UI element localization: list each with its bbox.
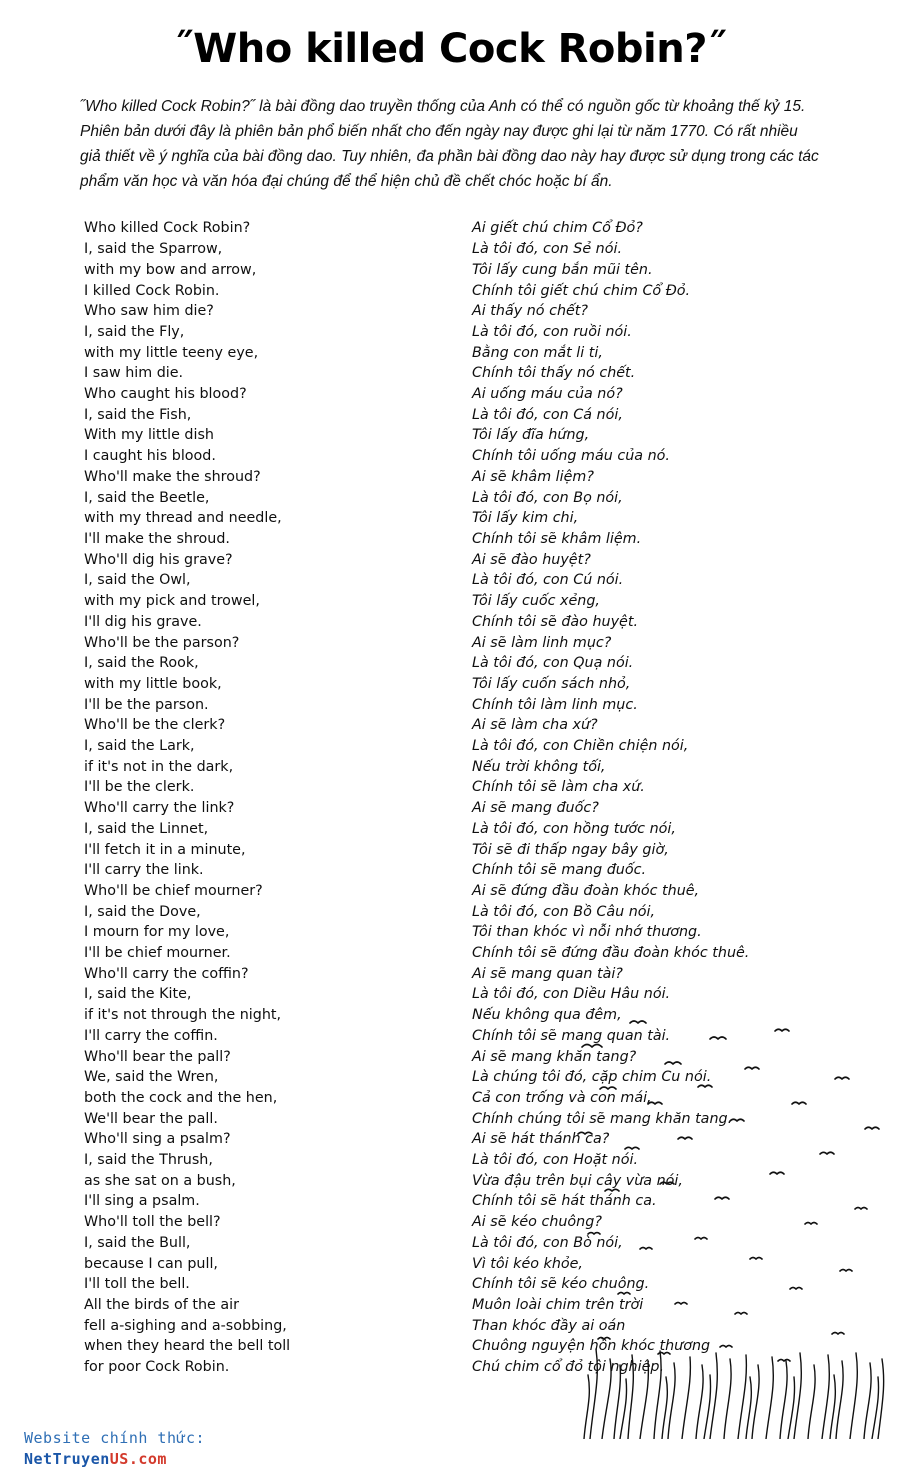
poem-line-english: I'll sing a psalm. bbox=[84, 1193, 200, 1210]
poem-line-english: All the birds of the air bbox=[84, 1297, 239, 1313]
poem-line-vietnamese: Ai uống máu của nó? bbox=[472, 386, 623, 403]
poem-line-english: Who saw him die? bbox=[84, 303, 214, 320]
poem-line-vietnamese: Ai sẽ kéo chuông? bbox=[472, 1214, 602, 1231]
poem-line-vietnamese: Chính tôi sẽ mang đuốc. bbox=[472, 862, 646, 879]
footer bbox=[24, 1428, 205, 1472]
poem-line-english: I killed Cock Robin. bbox=[84, 282, 220, 299]
poem-line-vietnamese: Bằng con mắt li ti, bbox=[472, 344, 603, 361]
poem-line-vietnamese: Ai sẽ đứng đầu đoàn khóc thuê, bbox=[472, 882, 700, 899]
brand-us: US.com bbox=[109, 1450, 167, 1469]
poem-line-english: Who'll toll the bell? bbox=[84, 1214, 221, 1231]
poem-line-english: Who killed Cock Robin? bbox=[84, 220, 251, 237]
poem-line-vietnamese: Tôi lấy cuốn sách nhỏ, bbox=[472, 675, 631, 692]
poem-line-english: I caught his blood. bbox=[84, 448, 216, 465]
poem-line-vietnamese: Ai giết chú chim Cổ Đỏ? bbox=[472, 220, 643, 237]
poem-line-vietnamese: Tôi lấy cung bắn mũi tên. bbox=[472, 261, 653, 278]
poem-line-english: Who'll be the parson? bbox=[84, 634, 240, 651]
brand-net: Net bbox=[24, 1450, 53, 1469]
poem-line-english: I, said the Lark, bbox=[84, 738, 195, 755]
poem-line-english: Who'll be the clerk? bbox=[84, 717, 226, 734]
poem-line-vietnamese: Chính chúng tôi sẽ mang khăn tang. bbox=[472, 1110, 733, 1127]
poem-line-english: if it's not in the dark, bbox=[84, 758, 234, 775]
poem-line-english: for poor Cock Robin. bbox=[84, 1359, 230, 1376]
poem-line-vietnamese: Chính tôi sẽ mang quan tài. bbox=[472, 1027, 671, 1044]
poem-line-vietnamese: Là tôi đó, con Quạ nói. bbox=[472, 655, 634, 672]
poem-line-english: I'll carry the coffin. bbox=[84, 1027, 218, 1044]
poem-line-english: I mourn for my love, bbox=[84, 924, 230, 941]
poem-line-english: I, said the Owl, bbox=[84, 572, 191, 589]
poem-line-english: as she sat on a bush, bbox=[84, 1172, 236, 1189]
poem-line-english: Who'll carry the coffin? bbox=[84, 965, 249, 982]
poem-line-vietnamese: Chính tôi sẽ kéo chuông. bbox=[472, 1276, 650, 1293]
brand-truyen: Truyen bbox=[52, 1450, 110, 1469]
poem-line-english: Who caught his blood? bbox=[84, 386, 247, 403]
poem-line-vietnamese: Ai sẽ hát thánh ca? bbox=[472, 1131, 610, 1148]
poem-line-vietnamese: Ai sẽ đào huyệt? bbox=[472, 551, 591, 568]
poem-line-english: when they heard the bell toll bbox=[84, 1338, 291, 1355]
poem-line-english: With my little dish bbox=[84, 427, 214, 444]
poem-line-vietnamese: Chính tôi sẽ đào huyệt. bbox=[472, 613, 638, 630]
poem-line-vietnamese: Ai thấy nó chết? bbox=[472, 303, 588, 320]
poem-line-vietnamese: Chú chim cổ đỏ tội nghiệp. bbox=[472, 1359, 664, 1376]
poem-line-english: Who'll dig his grave? bbox=[84, 551, 233, 568]
poem-line-vietnamese: Chuông nguyện hồn khóc thương bbox=[472, 1338, 711, 1355]
poem-columns bbox=[0, 218, 900, 1377]
poem-line-english: I'll carry the link. bbox=[84, 862, 204, 879]
poem-line-english: Who'll make the shroud? bbox=[84, 468, 261, 485]
page-title: ˝Who killed Cock Robin?˝ bbox=[173, 26, 727, 72]
poem-line-vietnamese: Vừa đậu trên bụi cây vừa nói, bbox=[472, 1172, 683, 1189]
poem-line-vietnamese: Là tôi đó, con Chiền chiện nói, bbox=[472, 738, 689, 755]
poem-line-english: if it's not through the night, bbox=[84, 1007, 282, 1024]
poem-line-english: Who'll be chief mourner? bbox=[84, 882, 263, 899]
poem-line-vietnamese: Chính tôi sẽ đứng đầu đoàn khóc thuê. bbox=[472, 945, 750, 962]
poem-line-english: I saw him die. bbox=[84, 365, 184, 382]
poem-line-vietnamese: Là tôi đó, con ruồi nói. bbox=[472, 323, 632, 340]
vietnamese-column bbox=[462, 218, 840, 1377]
poem-line-vietnamese: Chính tôi sẽ hát thánh ca. bbox=[472, 1193, 657, 1210]
poem-line-vietnamese: Tôi lấy cuốc xẻng, bbox=[472, 593, 600, 610]
poem-line-english: I, said the Fly, bbox=[84, 323, 185, 340]
poem-line-english: I, said the Dove, bbox=[84, 903, 201, 920]
poem-line-vietnamese: Chính tôi thấy nó chết. bbox=[472, 365, 636, 382]
poem-line-english: I'll fetch it in a minute, bbox=[84, 841, 246, 858]
poem-line-vietnamese: Cả con trống và con mái, bbox=[472, 1089, 652, 1106]
poem-line-vietnamese: Chính tôi sẽ khâm liệm. bbox=[472, 530, 642, 547]
poem-line-vietnamese: Tôi than khóc vì nỗi nhớ thương. bbox=[472, 924, 702, 941]
poem-line-english: I, said the Beetle, bbox=[84, 489, 210, 506]
poem-line-english: I'll be the parson. bbox=[84, 696, 209, 713]
poem-line-vietnamese: Là tôi đó, con Hoặt nói. bbox=[472, 1152, 638, 1169]
poem-line-english: with my little teeny eye, bbox=[84, 344, 259, 361]
footer-brand[interactable] bbox=[24, 1449, 205, 1471]
poem-line-vietnamese: Chính tôi giết chú chim Cổ Đỏ. bbox=[472, 282, 691, 299]
poem-line-english: I'll dig his grave. bbox=[84, 613, 202, 630]
intro-paragraph: ˝Who killed Cock Robin?˝ là bài đồng dao truyền thống của Anh có thể có nguồn gốc từ khoảng thế kỷ 15. Phiên bản dưới đây là phiên bản phổ biến nhất cho đến ngày nay được ghi lại từ năm 1770. Có rất nhiều giả thiết về ý nghĩa của bài đồng dao. Tuy nhiên, đa phần bài đồng dao này hay được sử dụng trong các tác phẩm văn học và văn hóa đại chúng để thể hiện chủ đề chết chóc hoặc bí ẩn. bbox=[80, 98, 819, 191]
poem-line-vietnamese: Chính tôi uống máu của nó. bbox=[472, 448, 670, 465]
poem-line-english: because I can pull, bbox=[84, 1255, 218, 1272]
poem-line-vietnamese: Vì tôi kéo khỏe, bbox=[472, 1255, 583, 1272]
poem-line-vietnamese: Là tôi đó, con hồng tước nói, bbox=[472, 820, 676, 837]
poem-line-english: fell a-sighing and a-sobbing, bbox=[84, 1317, 287, 1334]
poem-line-vietnamese: Ai sẽ làm linh mục? bbox=[472, 634, 612, 651]
poem-line-vietnamese: Ai sẽ mang đuốc? bbox=[472, 800, 599, 817]
poem-line-vietnamese: Than khóc đầy ai oán bbox=[472, 1317, 626, 1334]
poem-line-vietnamese: Là tôi đó, con Cá nói, bbox=[472, 406, 623, 423]
english-column bbox=[84, 218, 462, 1377]
poem-line-english: I, said the Fish, bbox=[84, 406, 192, 423]
poem-line-english: Who'll sing a psalm? bbox=[84, 1131, 231, 1148]
poem-line-vietnamese: Chính tôi sẽ làm cha xứ. bbox=[472, 779, 645, 796]
poem-line-english: with my thread and needle, bbox=[84, 510, 282, 527]
poem-line-english: I, said the Thrush, bbox=[84, 1152, 213, 1169]
poem-line-english: with my bow and arrow, bbox=[84, 261, 257, 278]
poem-line-vietnamese: Là tôi đó, con Bọ nói, bbox=[472, 489, 623, 506]
poem-line-english: I'll be the clerk. bbox=[84, 779, 195, 796]
poem-line-english: I, said the Bull, bbox=[84, 1234, 191, 1251]
poem-line-vietnamese: Ai sẽ mang khăn tang? bbox=[472, 1048, 637, 1065]
poem-line-english: with my pick and trowel, bbox=[84, 593, 260, 610]
poem-line-vietnamese: Nếu không qua đêm, bbox=[472, 1007, 622, 1024]
poem-line-vietnamese: Tôi lấy kim chi, bbox=[472, 510, 579, 527]
poem-line-english: I, said the Sparrow, bbox=[84, 241, 223, 258]
poem-line-vietnamese: Chính tôi làm linh mục. bbox=[472, 696, 638, 713]
poem-line-vietnamese: Nếu trời không tối, bbox=[472, 758, 606, 775]
poem-line-vietnamese: Ai sẽ làm cha xứ? bbox=[472, 717, 598, 734]
poem-line-vietnamese: Là tôi đó, con Bồ Câu nói, bbox=[472, 903, 656, 920]
poem-line-vietnamese: Ai sẽ mang quan tài? bbox=[472, 965, 623, 982]
poem-line-vietnamese: Là tôi đó, con Cú nói. bbox=[472, 572, 624, 589]
poem-line-vietnamese: Là tôi đó, con Sẻ nói. bbox=[472, 241, 623, 258]
poem-line-english: Who'll bear the pall? bbox=[84, 1048, 231, 1065]
poem-line-vietnamese: Là chúng tôi đó, cặp chim Cu nói. bbox=[472, 1069, 712, 1086]
poem-line-english: I, said the Kite, bbox=[84, 986, 192, 1003]
poem-line-english: Who'll carry the link? bbox=[84, 800, 235, 817]
poem-line-english: I, said the Linnet, bbox=[84, 820, 209, 837]
poem-line-english: We, said the Wren, bbox=[84, 1069, 219, 1086]
poem-line-english: with my little book, bbox=[84, 675, 222, 692]
poem-line-vietnamese: Là tôi đó, con Diều Hâu nói. bbox=[472, 986, 671, 1003]
poem-line-english: both the cock and the hen, bbox=[84, 1089, 278, 1106]
poem-line-english: I'll make the shroud. bbox=[84, 530, 230, 547]
poem-line-vietnamese: Là tôi đó, con Bò nói, bbox=[472, 1234, 623, 1251]
poem-line-vietnamese: Tôi sẽ đi thấp ngay bây giờ, bbox=[472, 841, 669, 858]
poem-line-english: I, said the Rook, bbox=[84, 655, 199, 672]
poem-line-vietnamese: Ai sẽ khâm liệm? bbox=[472, 468, 594, 485]
footer-site-label: Website chính thức: bbox=[24, 1428, 206, 1447]
poem-line-vietnamese: Tôi lấy đĩa hứng, bbox=[472, 427, 590, 444]
poem-line-vietnamese: Muôn loài chim trên trời bbox=[472, 1297, 644, 1313]
poem-line-english: I'll toll the bell. bbox=[84, 1276, 190, 1293]
poem-line-english: We'll bear the pall. bbox=[84, 1110, 218, 1127]
poem-line-english: I'll be chief mourner. bbox=[84, 945, 231, 962]
